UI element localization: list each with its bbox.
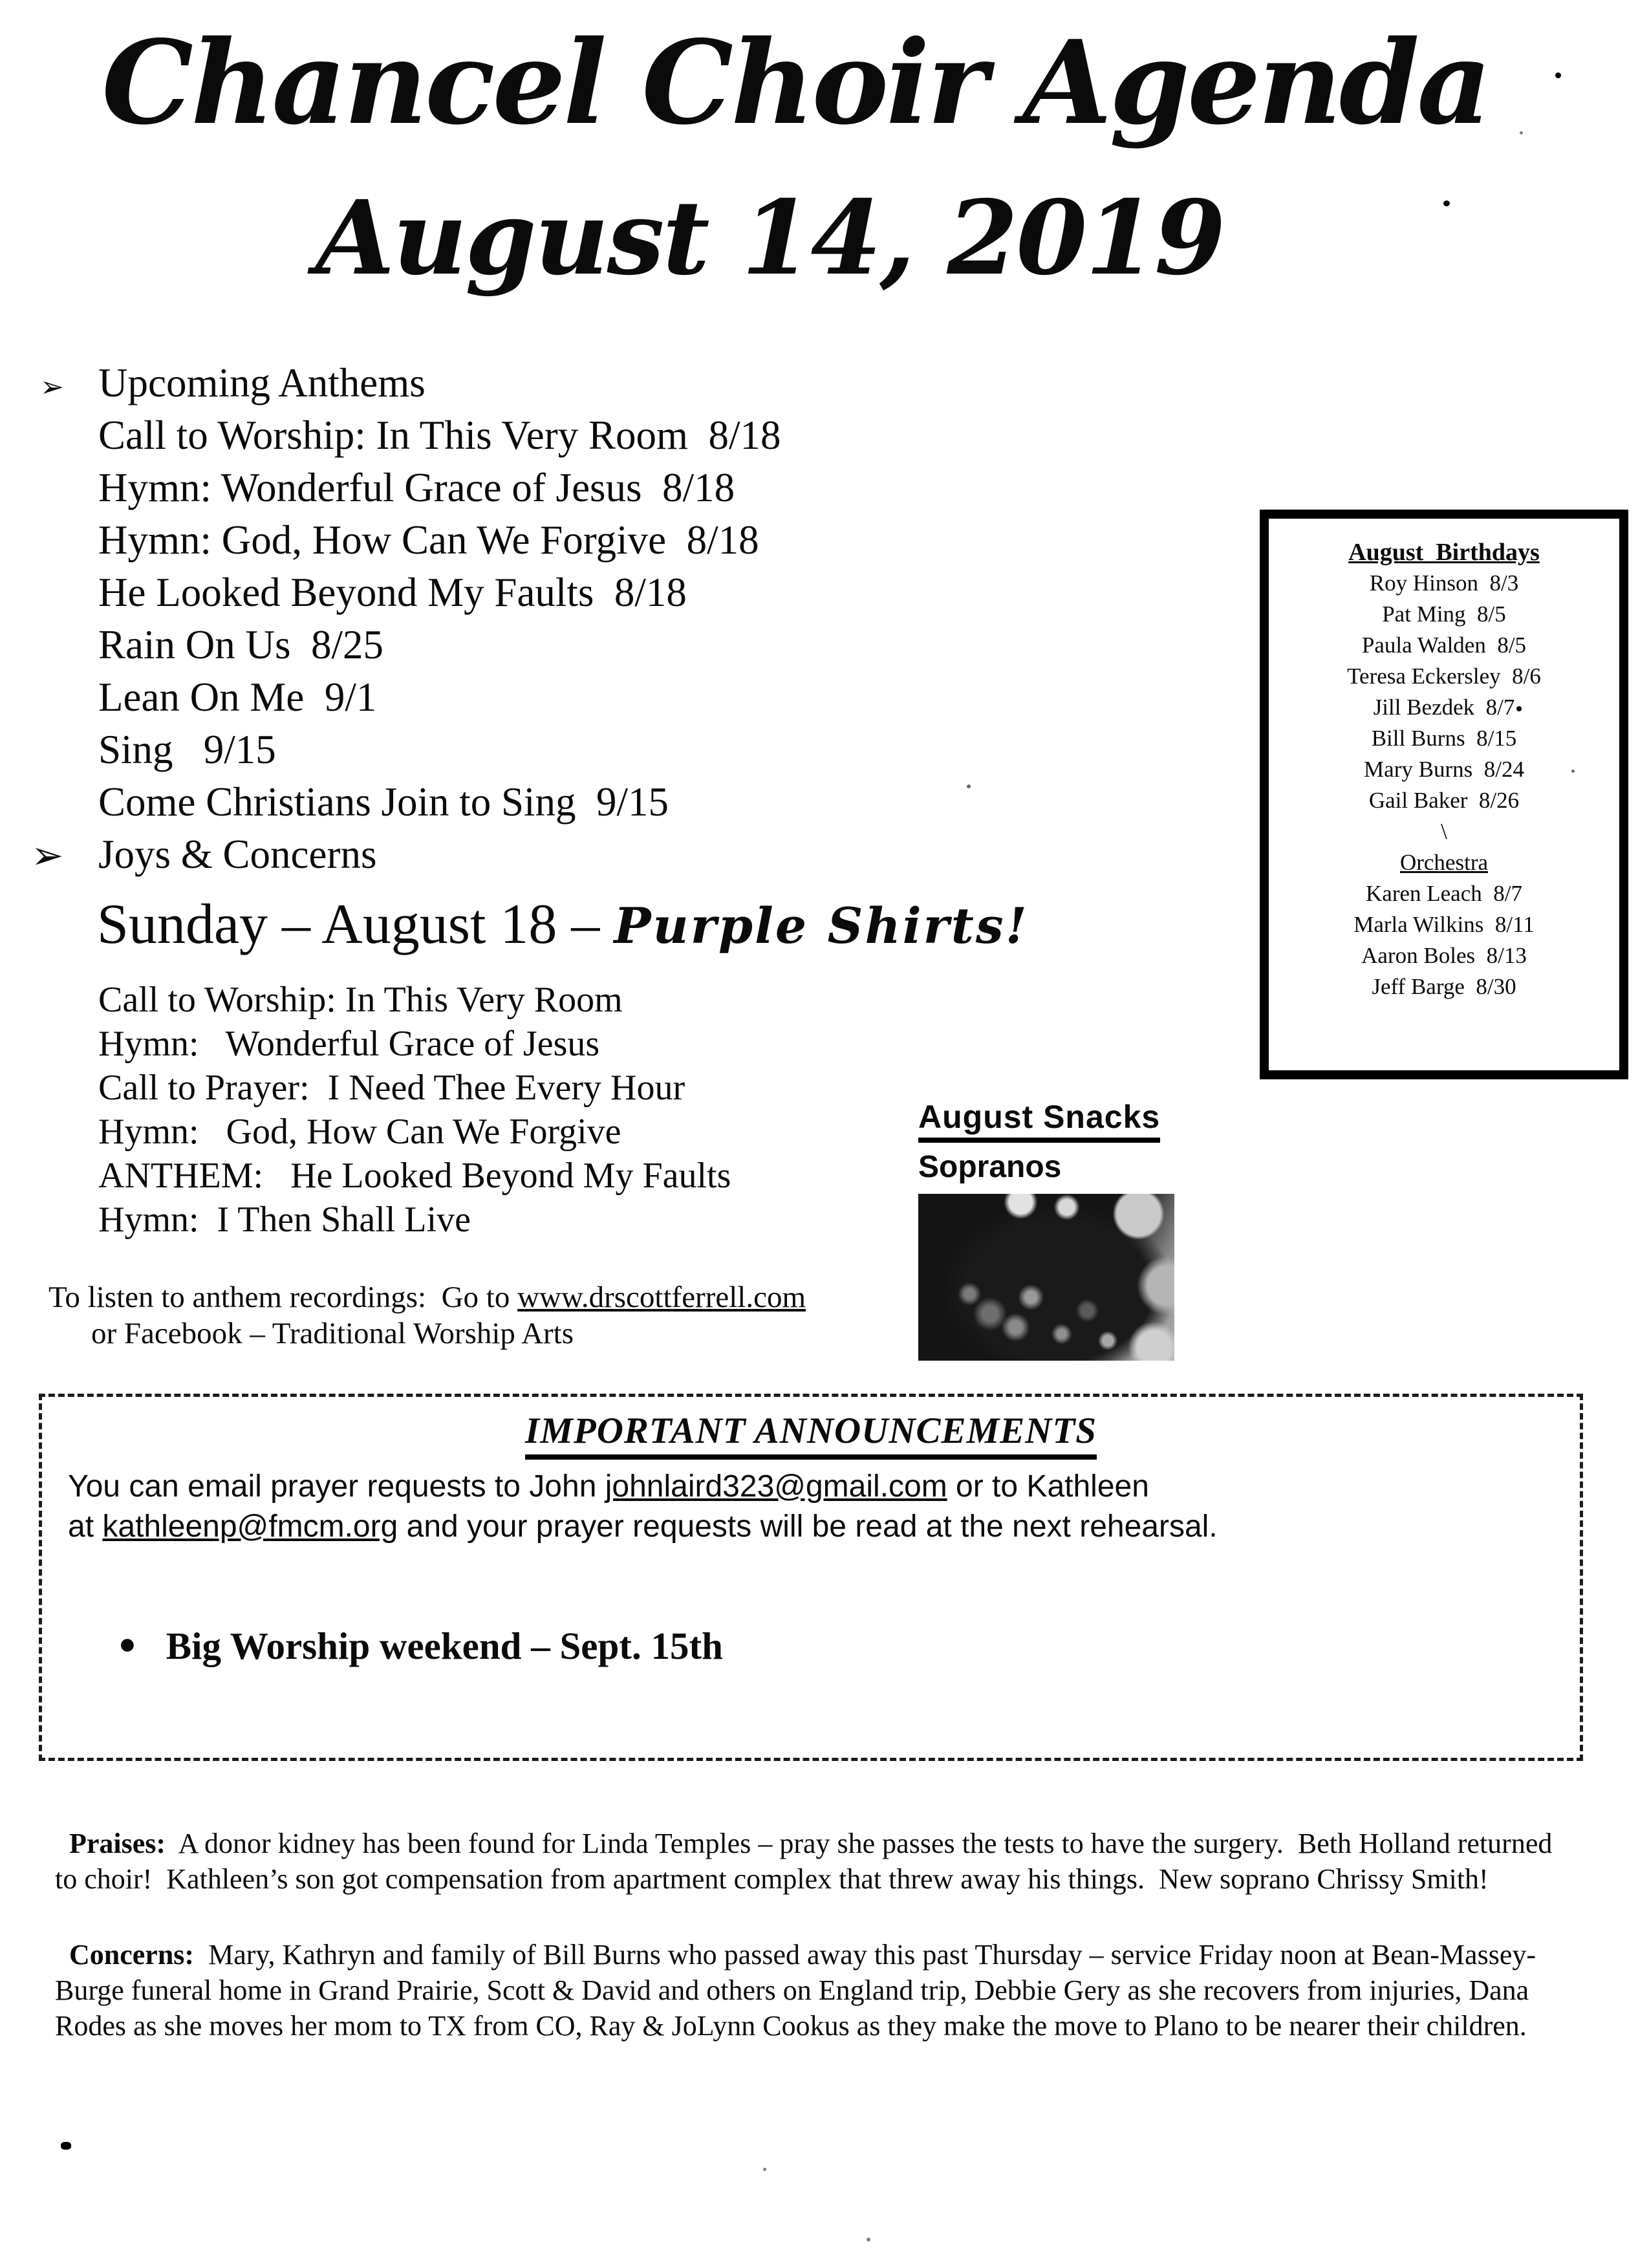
sunday-heading-text: Sunday – August 18 – [97, 893, 614, 956]
scan-speck [1516, 706, 1522, 711]
stray-pen-mark: \ [1441, 819, 1447, 844]
concerns-text: Mary, Kathryn and family of Bill Burns who passed away this past Thursday – service Friday noon at Bean-Massey-Burge funeral home in Grand Prairie, Scott & David and others on England trip, Debbie Gery as she recovers from injuries, Dana Rodes as she moves her mom to TX from CO, Ray & JoLynn Cookus as they make the move to Plano to be nearer their children. [55, 1939, 1536, 2042]
announcements-title: IMPORTANT ANNOUNCEMENTS [525, 1410, 1097, 1460]
email-john: johnlaird323@gmail.com [605, 1469, 947, 1504]
important-announcements-box [39, 1394, 1583, 1761]
birthday-entry: Bill Burns 8/15 [1371, 726, 1517, 751]
arrow-bullet-icon: ➢ [40, 371, 64, 404]
purple-shirts-accent: Purple Shirts! [614, 897, 1029, 955]
birthday-entry: Pat Ming 8/5 [1382, 601, 1506, 627]
service-item: Call to Prayer: I Need Thee Every Hour [98, 1068, 685, 1108]
birthday-entry: Gail Baker 8/26 [1368, 788, 1520, 813]
sunday-heading [97, 894, 1261, 956]
announcement-line1 [42, 1469, 1580, 1505]
anthems-header-row [40, 357, 1139, 409]
big-worship-text: Big Worship weekend – Sept. 15th [166, 1625, 723, 1667]
scan-speck [1555, 72, 1561, 78]
scan-speck [867, 2238, 870, 2241]
announcement-text: and your prayer requests will be read at the next rehearsal. [398, 1509, 1218, 1544]
page-date: August 14, 2019 [315, 178, 1224, 298]
birthday-entry: Teresa Eckersley 8/6 [1347, 664, 1541, 689]
august-snacks-section [918, 1098, 1190, 1361]
snacks-title: August Snacks [918, 1098, 1160, 1143]
birthday-entry: Jeff Barge 8/30 [1372, 974, 1516, 999]
anthems-header: Upcoming Anthems [98, 360, 426, 405]
scan-speck [61, 2142, 71, 2150]
arrow-bullet-icon: ➢ [31, 833, 64, 878]
scan-speck [1520, 131, 1523, 135]
concerns-label: Concerns: [69, 1939, 195, 1971]
birthday-entry: Paula Walden 8/5 [1361, 632, 1527, 658]
scan-speck [763, 2168, 766, 2171]
anthem-item: Hymn: Wonderful Grace of Jesus 8/18 [98, 465, 735, 510]
page-title: Chancel Choir Agenda [102, 15, 1489, 150]
service-item: ANTHEM: He Looked Beyond My Faults [98, 1156, 731, 1196]
recordings-line1 [48, 1279, 954, 1315]
birthday-entry: Karen Leach 8/7 [1366, 881, 1522, 906]
anthem-item: Rain On Us 8/25 [98, 622, 383, 667]
cookies-photo [918, 1194, 1174, 1361]
birthday-entry: Jill Bezdek 8/7 [1373, 695, 1515, 720]
birthday-entry: Marla Wilkins 8/11 [1353, 912, 1535, 937]
service-item: Hymn: Wonderful Grace of Jesus [98, 1024, 600, 1064]
joys-concerns-label: Joys & Concerns [98, 832, 377, 877]
recordings-line2: or Facebook – Traditional Worship Arts [91, 1317, 574, 1350]
recordings-note [48, 1279, 954, 1352]
service-item: Hymn: I Then Shall Live [98, 1200, 471, 1240]
praises-text: A donor kidney has been found for Linda Temples – pray she passes the tests to have the surgery. Beth Holland returned to choir! Kathleen’s son got compensation from apartment complex that threw away his things. New soprano Chrissy Smith! [55, 1828, 1560, 1895]
announcement-text: at [68, 1509, 103, 1544]
upcoming-anthems-section [31, 357, 1139, 881]
anthem-item: Call to Worship: In This Very Room 8/18 [98, 413, 781, 458]
birthday-entry: Roy Hinson 8/3 [1369, 570, 1519, 596]
announcement-text: You can email prayer requests to John [68, 1469, 605, 1504]
anthem-item: Come Christians Join to Sing 9/15 [98, 779, 669, 825]
announcement-text: or to Kathleen [947, 1469, 1149, 1504]
anthem-item: Sing 9/15 [98, 727, 276, 772]
scan-speck [1443, 200, 1450, 206]
orchestra-title: Orchestra [1399, 850, 1489, 875]
joys-concerns-row [31, 828, 1139, 881]
service-item: Call to Worship: In This Very Room [98, 980, 623, 1020]
service-item: Hymn: God, How Can We Forgive [98, 1112, 621, 1152]
praises-label: Praises: [69, 1828, 166, 1859]
announcement-line2 [42, 1509, 1580, 1545]
anthem-item: He Looked Beyond My Faults 8/18 [98, 570, 687, 615]
scan-speck [967, 784, 971, 788]
birthday-entry: Aaron Boles 8/13 [1361, 943, 1527, 968]
birthdays-title: August Birthdays [1348, 539, 1540, 566]
recordings-text: To listen to anthem recordings: Go to [48, 1280, 518, 1314]
big-worship-item [42, 1624, 1580, 1669]
recordings-url: www.drscottferrell.com [517, 1280, 806, 1314]
anthem-item: Lean On Me 9/1 [98, 675, 377, 720]
email-kathleen: kathleenp@fmcm.org [102, 1509, 398, 1544]
dot-bullet-icon: ● [118, 1627, 136, 1660]
august-birthdays-box [1260, 510, 1628, 1079]
praises-paragraph [55, 1790, 1571, 1897]
snacks-group: Sopranos [918, 1150, 1062, 1184]
concerns-paragraph [55, 1901, 1571, 2044]
scan-speck [1571, 770, 1575, 773]
anthem-item: Hymn: God, How Can We Forgive 8/18 [98, 517, 759, 563]
birthday-entry: Mary Burns 8/24 [1364, 757, 1524, 782]
